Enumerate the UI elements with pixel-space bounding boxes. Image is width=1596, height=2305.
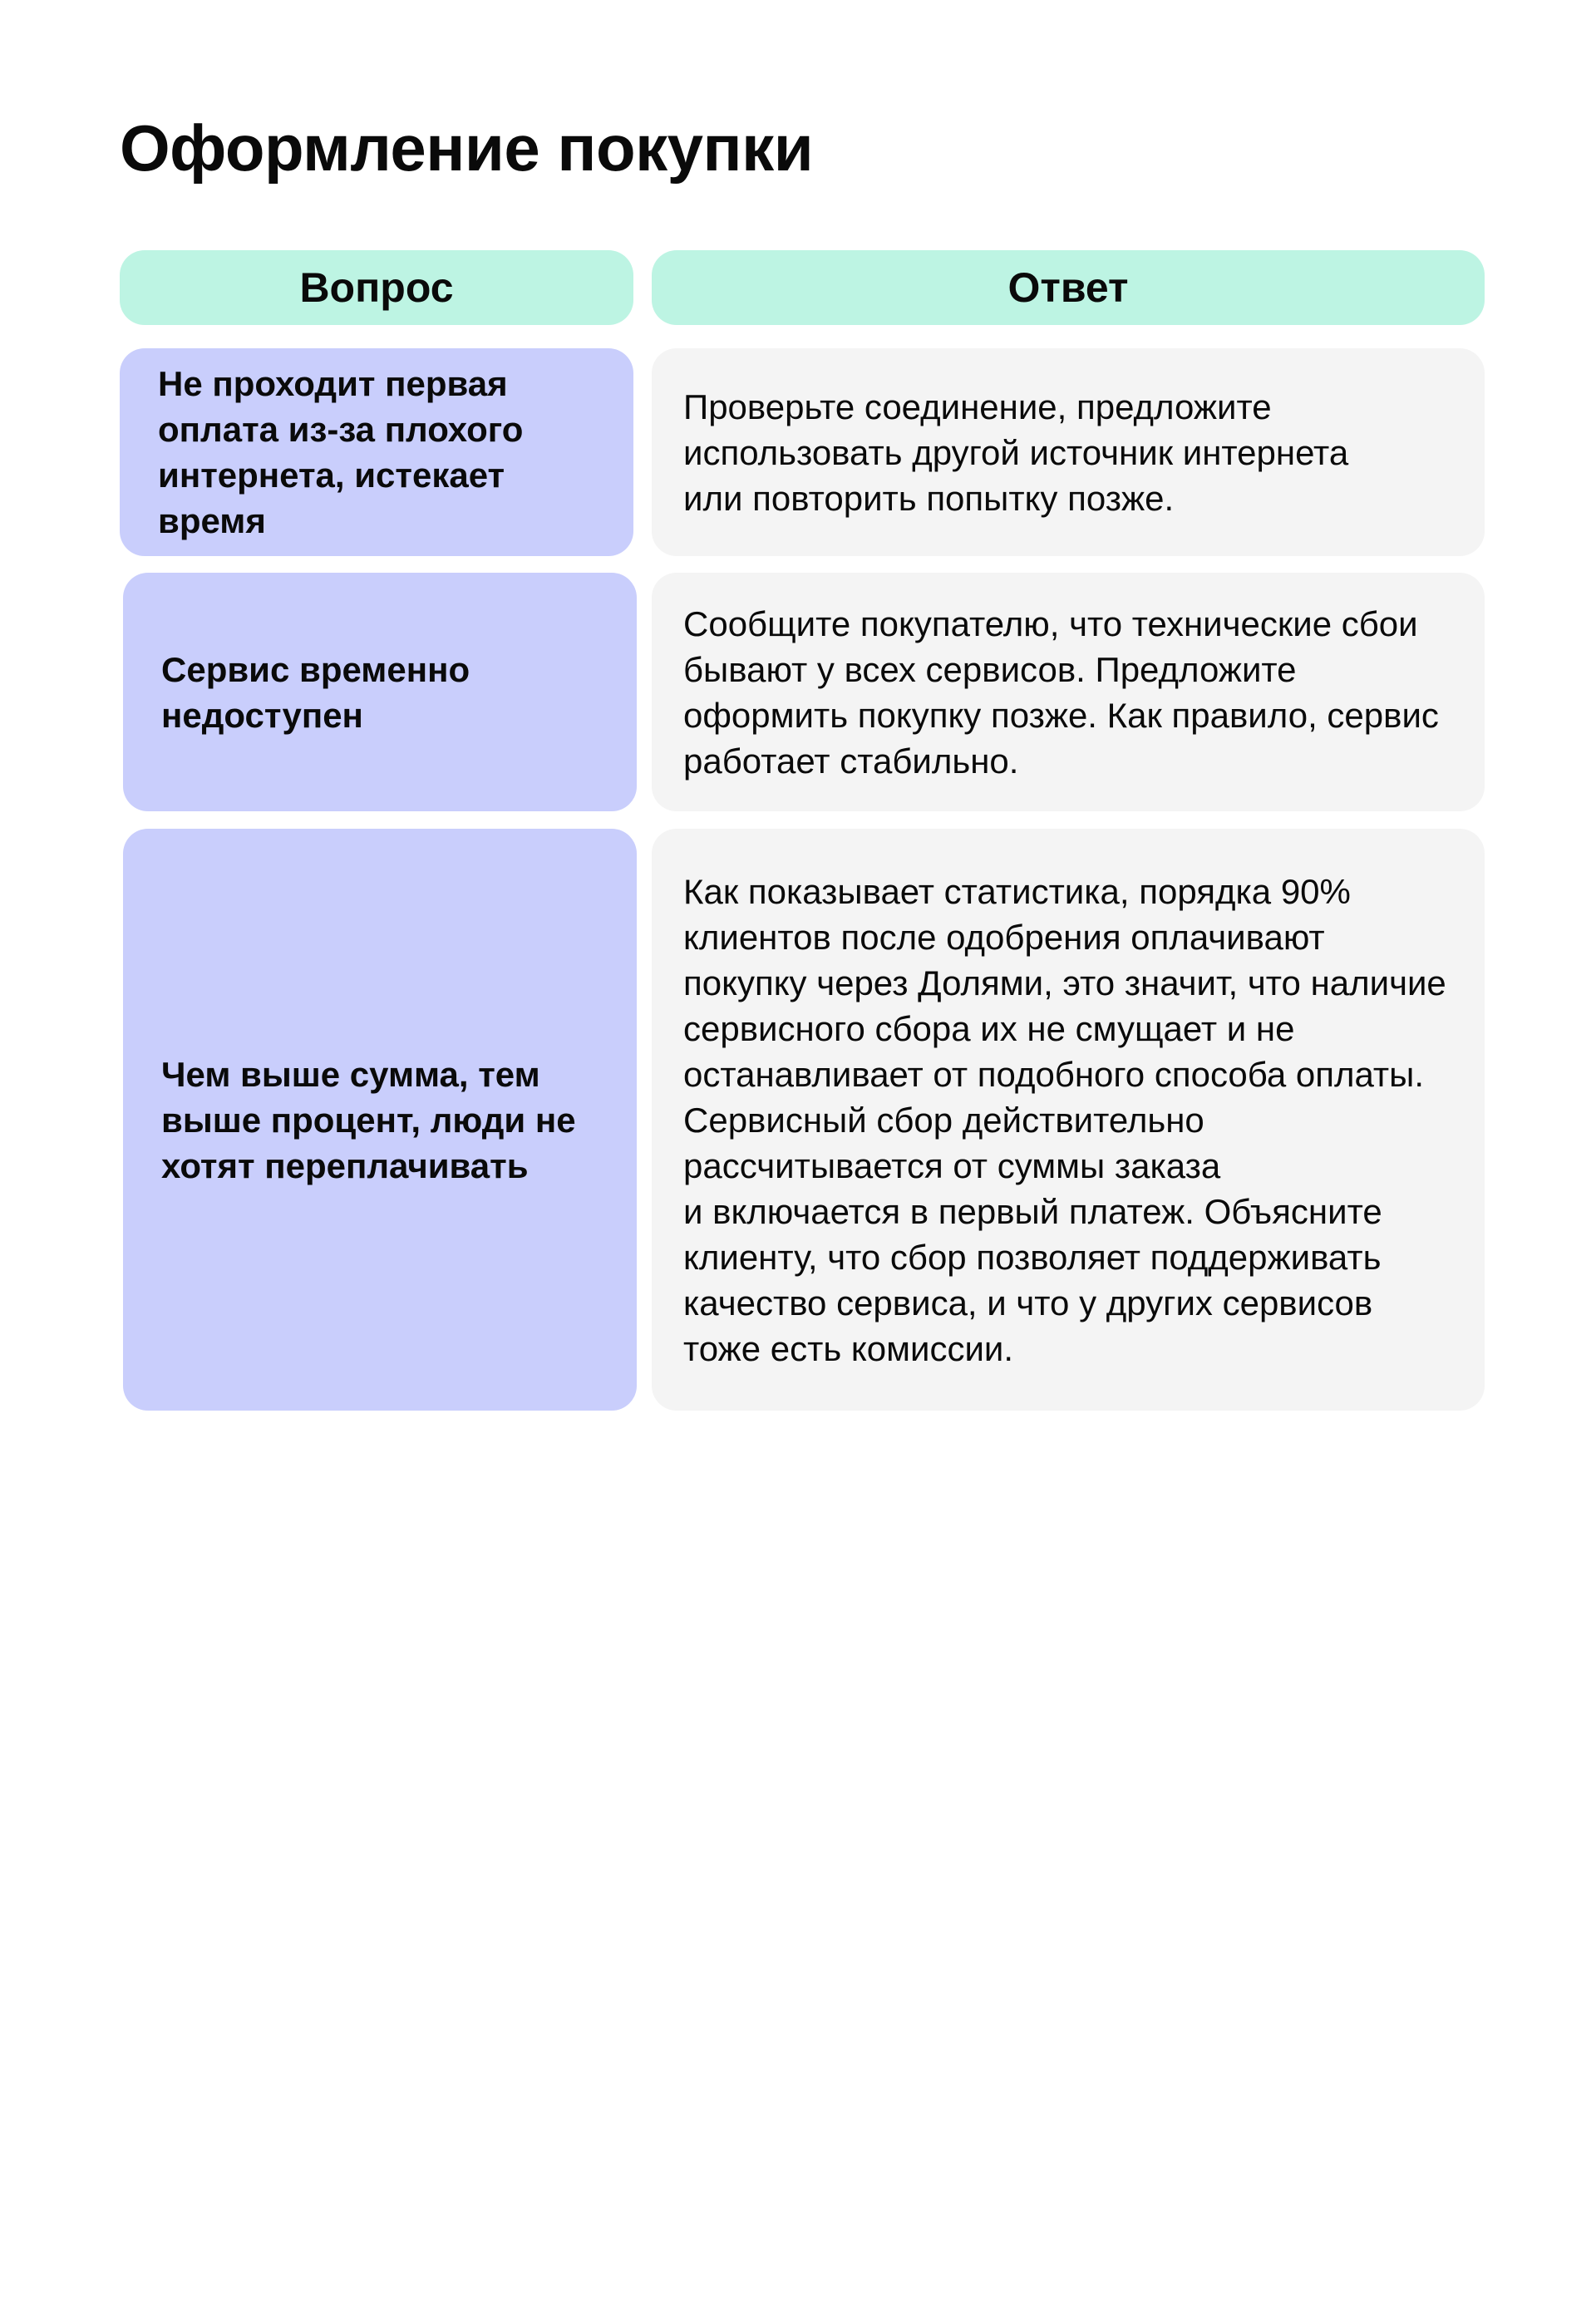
header-answer-label: Ответ [1007,264,1129,311]
question-cell-2 [123,573,637,811]
answer-cell-1 [652,348,1485,556]
question-cell-1 [120,348,633,556]
question-text: Не проходит первая оплата из-за плохого интернета, истекает время [158,364,524,540]
header-question-label: Вопрос [299,264,454,311]
question-cell-3 [123,829,637,1411]
page-title: Оформление покупки [120,111,814,185]
answer-cell-3 [652,829,1485,1411]
answer-text: Проверьте соединение, предложите использовать другой источник интернета или повторить попытку позже. [683,387,1349,518]
question-text: Чем выше сумма, тем выше процент, люди не хотят переплачивать [161,1054,576,1185]
header-answer [652,250,1485,325]
answer-text: Сообщите покупателю, что технические сбои бывают у всех сервисов. Предложите оформить покупку позже. Как правило, сервис работает стабильно. [683,603,1439,781]
answer-cell-2 [652,573,1485,811]
header-question [120,250,633,325]
answer-text: Как показывает статистика, порядка 90% клиентов после одобрения оплачивают покупку через Долями, это значит, что наличие сервисного сбора их не смущает и не останавливает от подобного способа оплаты. Сервисный сбор действительно рассчитывается от суммы заказа и включается в первый платеж. Объясните клиенту, что сбор позволяет поддерживать качество сервиса, и что у других сервисов тоже есть комиссии. [683,871,1446,1368]
question-text: Сервис временно недоступен [161,649,470,735]
